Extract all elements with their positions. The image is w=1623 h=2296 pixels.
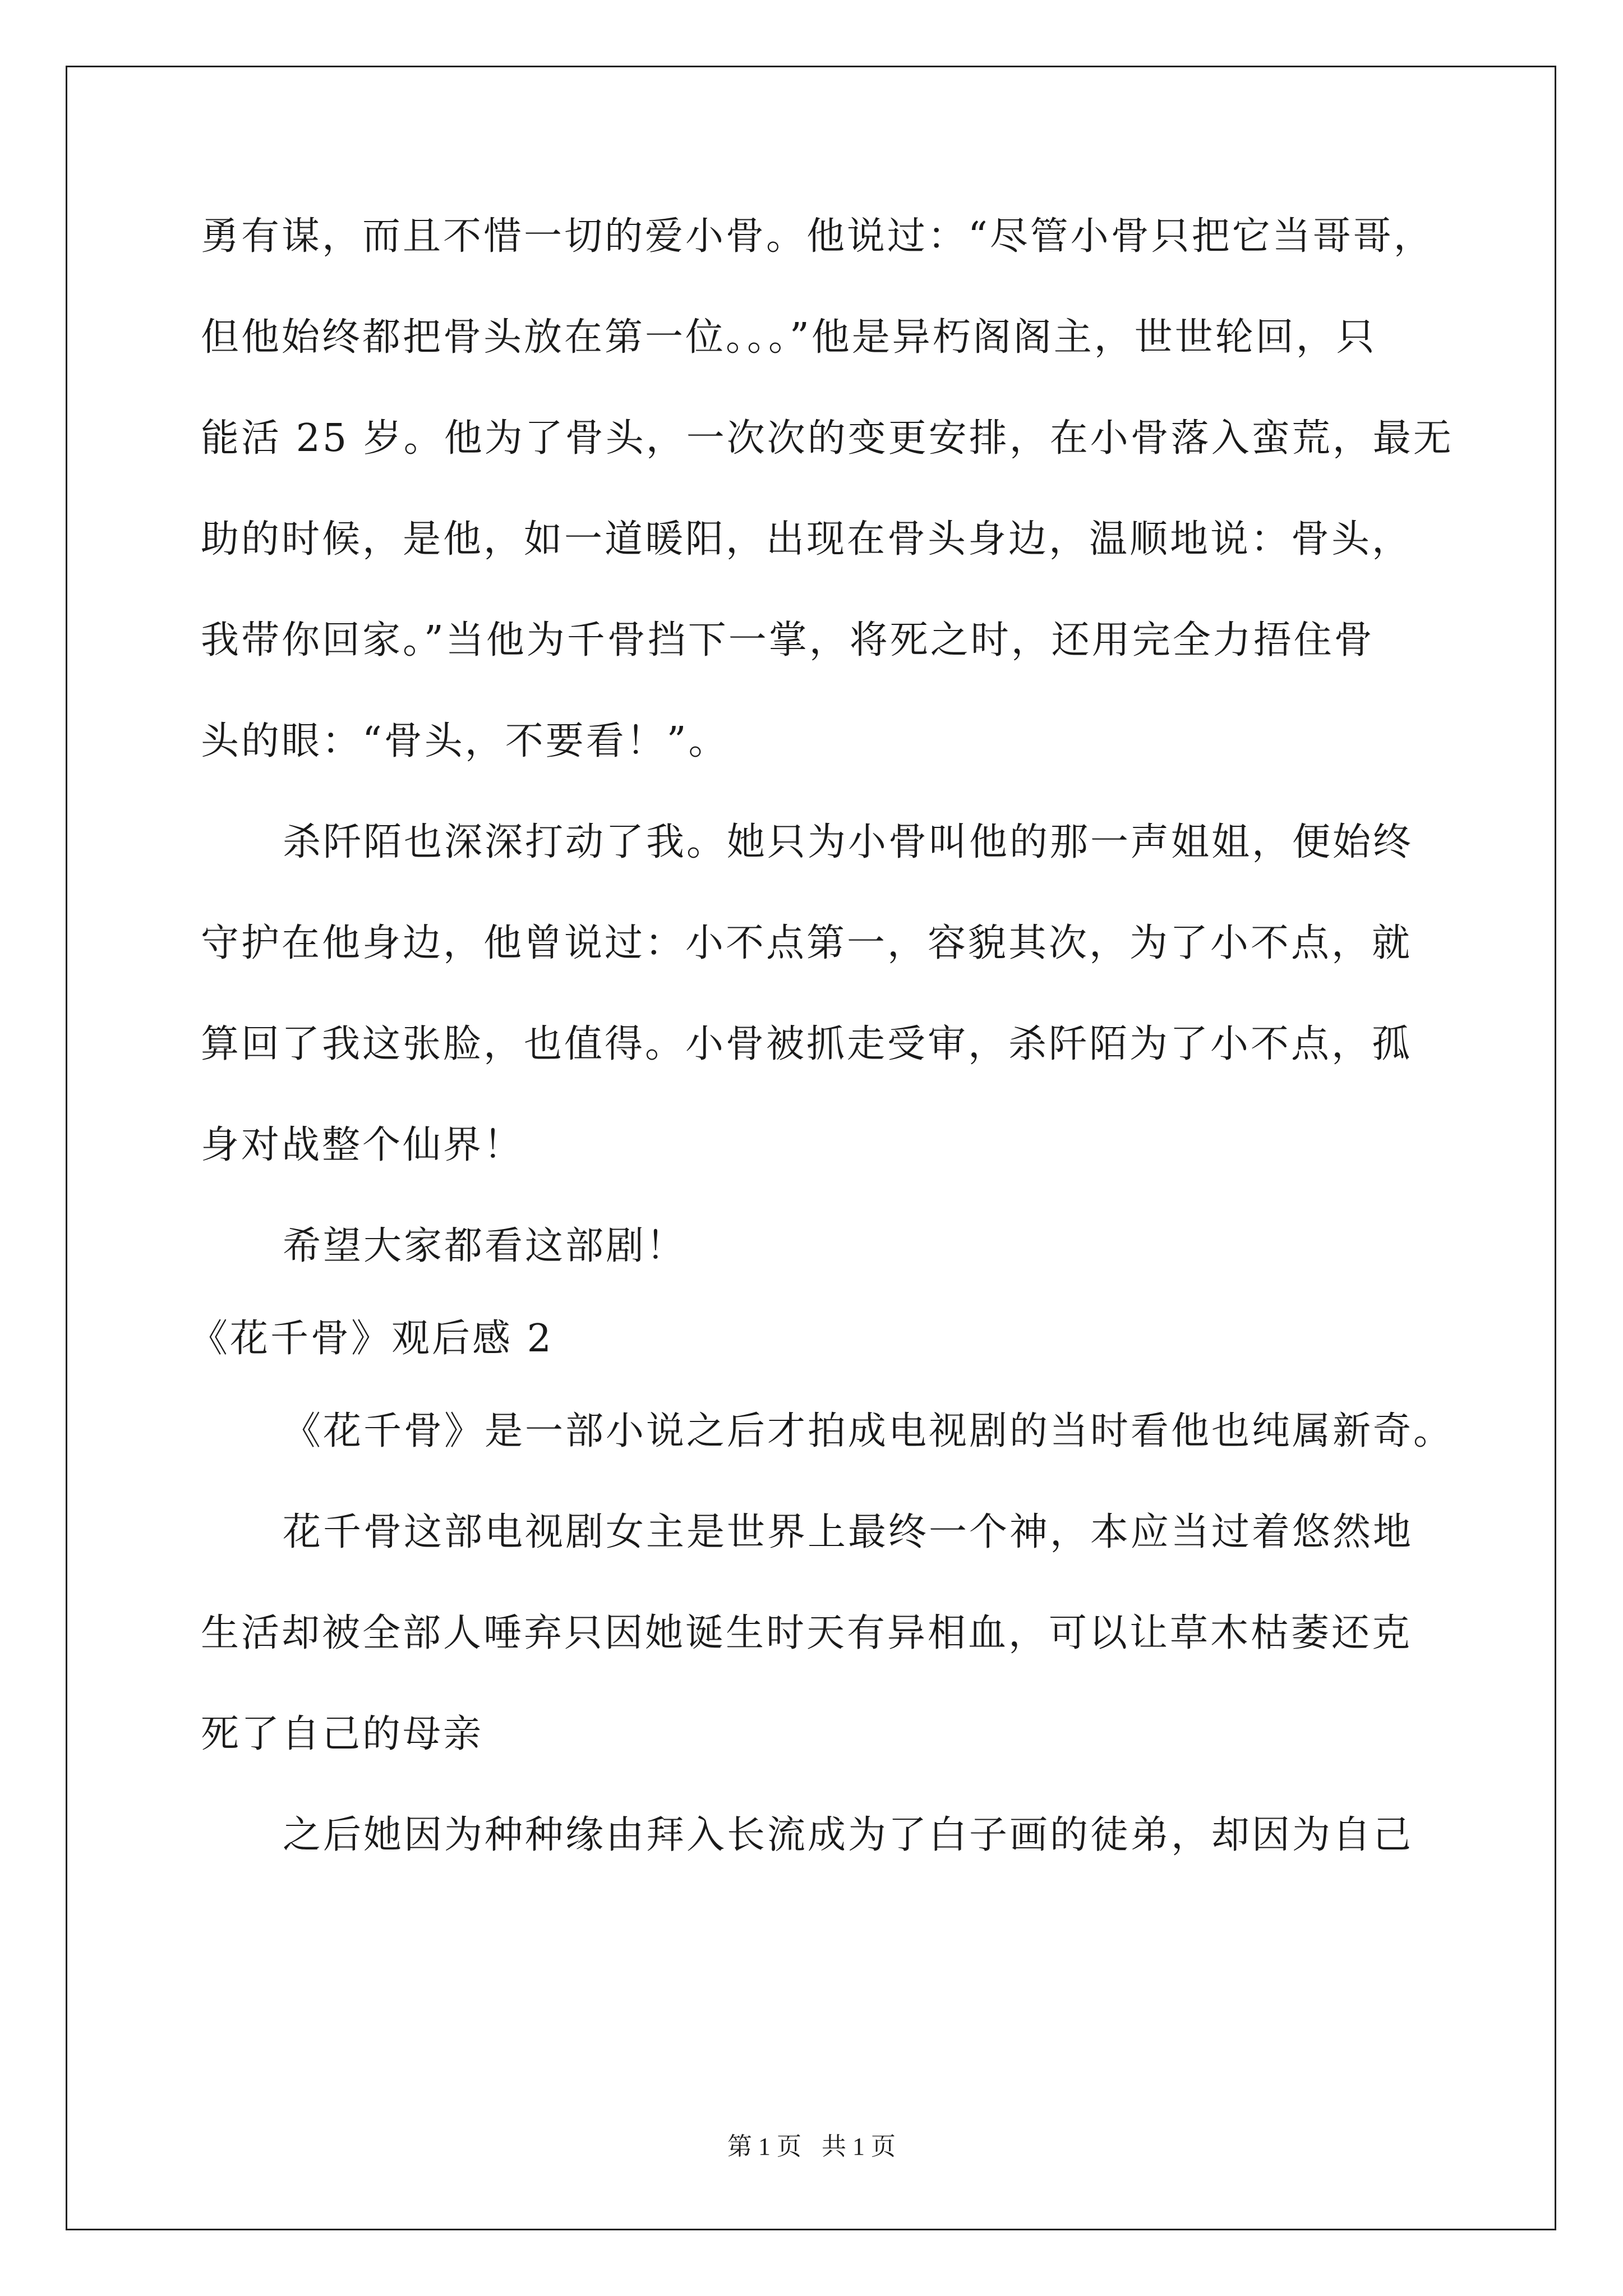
text-line: 希望大家都看这部剧！	[283, 1224, 687, 1268]
page-number: 第 1 页	[727, 2133, 801, 2160]
section-title: 《花千骨》观后感 2	[190, 1317, 554, 1361]
text-line: 头的眼：“骨头，不要看！”。	[201, 719, 729, 763]
text-line: 杀阡陌也深深打动了我。她只为小骨叫他的那一声姐姐，便始终	[283, 820, 1414, 864]
text-line: 但他始终都把骨头放在第一位。。。”他是异朽阁阁主，世世轮回，只	[201, 315, 1377, 360]
text-line: 死了自己的母亲	[201, 1712, 484, 1756]
text-line: 算回了我这张脸，也值得。小骨被抓走受审，杀阡陌为了小不点，孤	[201, 1022, 1413, 1066]
page-total: 共 1 页	[822, 2133, 896, 2160]
text-line: 勇有谋，而且不惜一切的爱小骨。他说过：“尽管小骨只把它当哥哥，	[201, 214, 1434, 259]
text-line: 《花千骨》是一部小说之后才拍成电视剧的当时看他也纯属新奇。	[283, 1409, 1454, 1453]
page-footer	[0, 2133, 1623, 2161]
text-line: 身对战整个仙界！	[201, 1123, 524, 1167]
text-line: 之后她因为种种缘由拜入长流成为了白子画的徒弟，却因为自己	[283, 1813, 1414, 1857]
text-line: 花千骨这部电视剧女主是世界上最终一个神，本应当过着悠然地	[283, 1510, 1414, 1554]
text-line: 守护在他身边，他曾说过：小不点第一，容貌其次，为了小不点，就	[201, 921, 1413, 965]
text-line: 助的时候，是他，如一道暖阳，出现在骨头身边，温顺地说：骨头，	[201, 517, 1413, 562]
text-line: 能活 25 岁。他为了骨头，一次次的变更安排，在小骨落入蛮荒，最无	[201, 416, 1454, 461]
text-line: 我带你回家。”当他为千骨挡下一掌，将死之时，还用完全力捂住骨	[201, 618, 1375, 662]
text-line: 生活却被全部人唾弃只因她诞生时天有异相血，可以让草木枯萎还克	[201, 1611, 1413, 1655]
